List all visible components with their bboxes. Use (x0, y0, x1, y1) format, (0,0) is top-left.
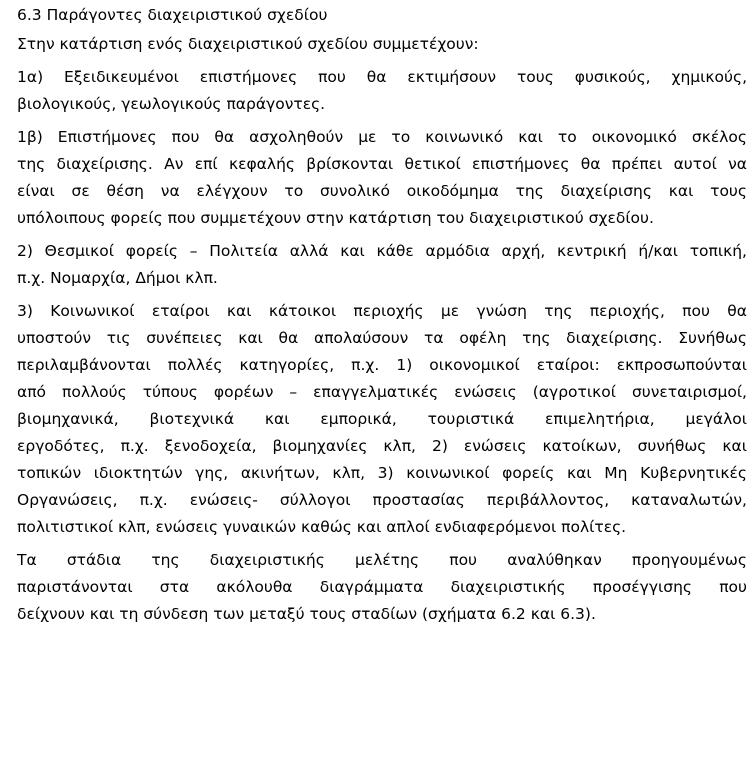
text-line: 1β) Επιστήμονες που θα ασχοληθούν με το κοινωνικό και το οικονομικό σκέλος (17, 128, 747, 146)
paragraph-1a (17, 64, 747, 118)
text-line: παριστάνονται στα ακόλουθα διαγράμματα διαχειριστικής προσέγγισης που (17, 578, 747, 596)
section-heading: 6.3 Παράγοντες διαχειριστικού σχεδίου (17, 6, 328, 24)
paragraph-1b (17, 124, 747, 232)
text-line: τοπικών ιδιοκτητών γης, ακινήτων, κλπ, 3) κοινωνικοί φορείς και Μη Κυβερνητικές (17, 464, 747, 482)
text-line: 1α) Εξειδικευμένοι επιστήμονες που θα εκτιμήσουν τους φυσικούς, χημικούς, (17, 68, 747, 86)
document-page (17, 0, 747, 628)
paragraph-3 (17, 298, 747, 541)
text-line: είναι σε θέση να ελέγχουν το συνολικό οικοδόμημα της διαχείρισης και τους (17, 182, 747, 200)
text-line: βιομηχανικά, βιοτεχνικά και εμπορικά, τουριστικά επιμελητήρια, μεγάλοι (17, 410, 747, 428)
text-line: Οργανώσεις, π.χ. ενώσεις- σύλλογοι προστασίας περιβάλλοντος, καταναλωτών, (17, 491, 747, 509)
text-line: δείχνουν και τη σύνδεση των μεταξύ τους σταδίων (σχήματα 6.2 και 6.3). (17, 605, 596, 623)
text-line: από πολλούς τύπους φορέων – επαγγελματικές ενώσεις (αγροτικοί συνεταιρισμοί, (17, 383, 747, 401)
text-line: πολιτιστικοί κλπ, ενώσεις γυναικών καθώς και απλοί ενδιαφερόμενοι πολίτες. (17, 518, 627, 536)
text-line: βιολογικούς, γεωλογικούς παράγοντες. (17, 95, 326, 113)
text-line: 2) Θεσμικοί φορείς – Πολιτεία αλλά και κάθε αρμόδια αρχή, κεντρική ή/και τοπική, (17, 242, 747, 260)
text-line: της διαχείρισης. Αν επί κεφαλής βρίσκονται θετικοί επιστήμονες θα πρέπει αυτοί να (17, 155, 747, 173)
paragraph-2 (17, 238, 747, 292)
text-line: Τα στάδια της διαχειριστικής μελέτης που αναλύθηκαν προηγουμένως (17, 551, 747, 569)
text-line: υπόλοιπους φορείς που συμμετέχουν στην κατάρτιση του διαχειριστικού σχεδίου. (17, 209, 654, 227)
paragraph-intro (17, 31, 747, 58)
paragraph-closing (17, 547, 747, 628)
text-line: π.χ. Νομαρχία, Δήμοι κλπ. (17, 269, 218, 287)
text-line: υποστούν τις συνέπειες και θα απολαύσουν τα οφέλη της διαχείρισης. Συνήθως (17, 329, 747, 347)
text-line: 3) Κοινωνικοί εταίροι και κάτοικοι περιοχής με γνώση της περιοχής, που θα (17, 302, 747, 320)
text-line: εργοδότες, π.χ. ξενοδοχεία, βιομηχανίες κλπ, 2) ενώσεις κατοίκων, συνήθως και (17, 437, 747, 455)
text-line: Στην κατάρτιση ενός διαχειριστικού σχεδίου συμμετέχουν: (17, 35, 479, 53)
text-line: περιλαμβάνονται πολλές κατηγορίες, π.χ. 1) οικονομικοί εταίροι: εκπροσωπούνται (17, 356, 747, 374)
